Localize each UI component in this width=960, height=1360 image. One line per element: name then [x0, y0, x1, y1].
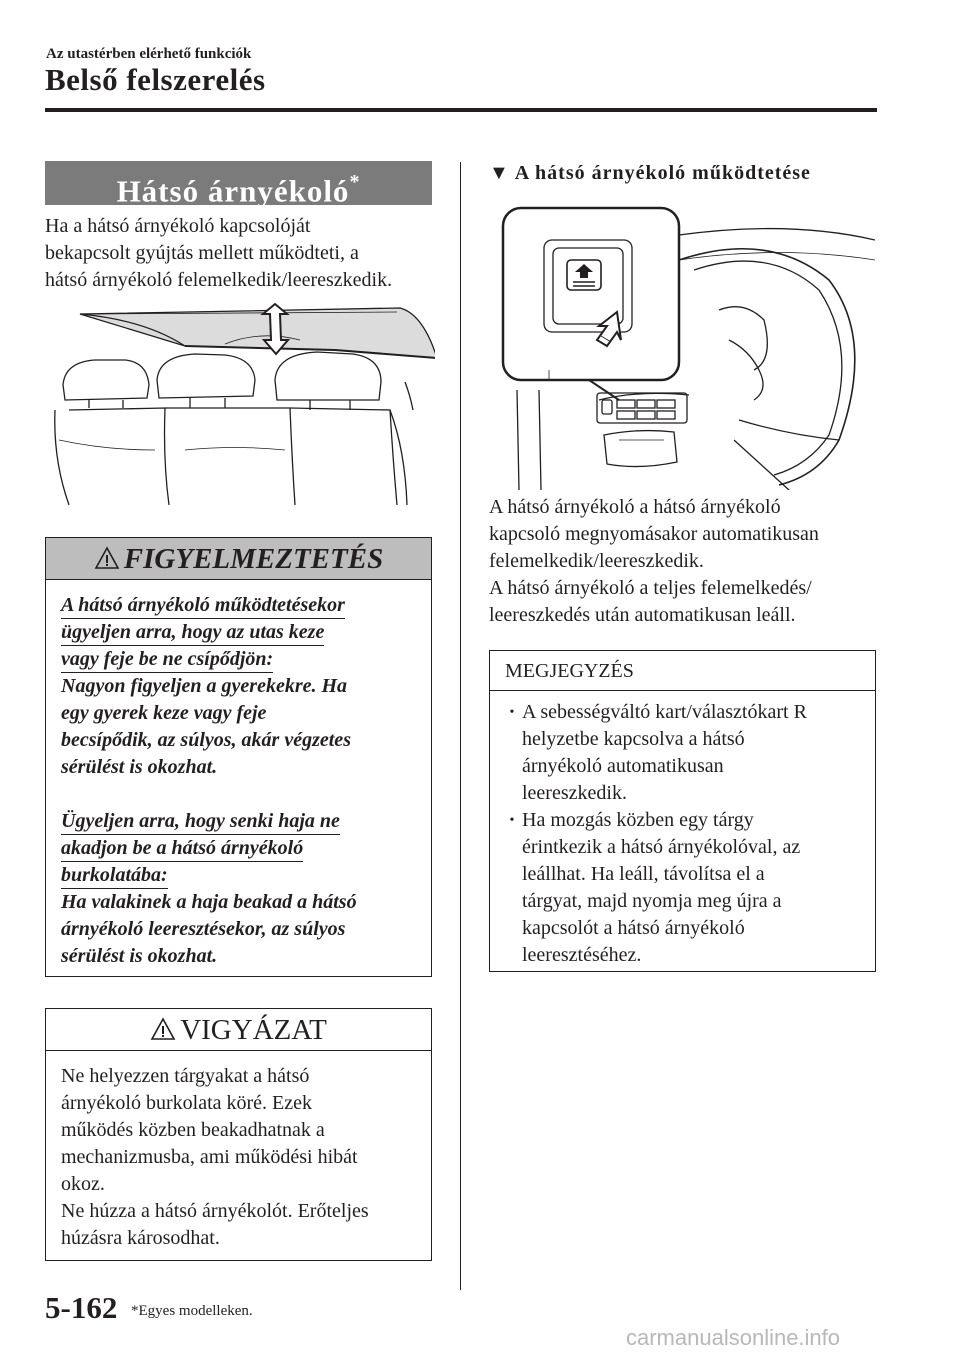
operation-subheading: ▼ A hátsó árnyékoló működtetése [489, 162, 811, 184]
header-subtitle: Az utastérben elérhető funkciók [46, 46, 252, 62]
warning-body: A hátsó árnyékoló működtetésekor ügyeljen arra, hogy az utas keze vagy feje be ne csípődjön: Nagyon figyeljen a gyerekekre. Ha egy gyerek keze vagy feje becsípődik, az súlyos, akár végzetes sérülést is okozhat. Ügyeljen arra, hogy senki haja ne akadjon be a hátsó árnyékoló burkolatába: Ha valakinek a haja beakad a hátsó árnyékoló leeresztésekor, az súlyos sérülést is okozhat. [61, 594, 357, 967]
optional-equipment-mark: * [349, 171, 361, 193]
column-divider [460, 162, 461, 1290]
note-header: MEGJEGYZÉS [490, 651, 875, 691]
warning-triangle-icon [94, 546, 120, 570]
page-number: 5-162 [45, 1290, 118, 1325]
caution-triangle-icon [150, 1017, 176, 1041]
page-title: Belső felszerelés [45, 62, 266, 97]
bullet-icon: • [509, 705, 515, 720]
watermark: carmanualsonline.info [626, 1325, 841, 1350]
footnote: *Egyes modelleken. [131, 1303, 253, 1319]
note-box [489, 650, 876, 972]
note-list [490, 691, 875, 969]
warning-title: FIGYELMEZTETÉS [123, 543, 384, 575]
operation-text: A hátsó árnyékoló a hátsó árnyékoló kapcsoló megnyomásakor automatikusan felemelkedik/leereszkedik. A hátsó árnyékoló a teljes felemelkedés/ leereszkedés után automatikusan leáll. [489, 496, 819, 626]
sunshade-switch-illustration [489, 200, 875, 490]
caution-header [46, 1009, 431, 1051]
triangle-marker-icon: ▼ [489, 162, 510, 184]
warning-header [46, 538, 431, 580]
warning-box [45, 537, 432, 977]
rear-sunshade-illustration [45, 300, 435, 515]
caution-body: Ne helyezzen tárgyakat a hátsó árnyékoló burkolata köré. Ezek működés közben beakadhatnak a mechanizmusba, ami működési hibát okoz. Ne húzza a hátsó árnyékolót. Erőteljes húzásra károsodhat. [61, 1065, 369, 1249]
caution-box [45, 1008, 432, 1261]
intro-text: Ha a hátsó árnyékoló kapcsolóját bekapcsolt gyújtás mellett működteti, a hátsó árnyékoló felemelkedik/leereszkedik. [45, 215, 393, 291]
section-title: Hátsó árnyékoló [116, 173, 350, 209]
section-title-bar [45, 161, 432, 209]
note-item: • Ha mozgás közben egy tárgy érintkezik a hátsó árnyékolóval, az leállhat. Ha leáll, távolítsa el a tárgyat, majd nyomja meg újra a kapcsolót a hátsó árnyékoló leeresztéséhez. [502, 807, 865, 969]
note-item: • A sebességváltó kart/választókart R helyzetbe kapcsolva a hátsó árnyékoló automatikusan leereszkedik. [502, 699, 865, 807]
header-rule [45, 108, 877, 112]
caution-title: VIGYÁZAT [180, 1014, 327, 1046]
bullet-icon: • [509, 813, 515, 828]
